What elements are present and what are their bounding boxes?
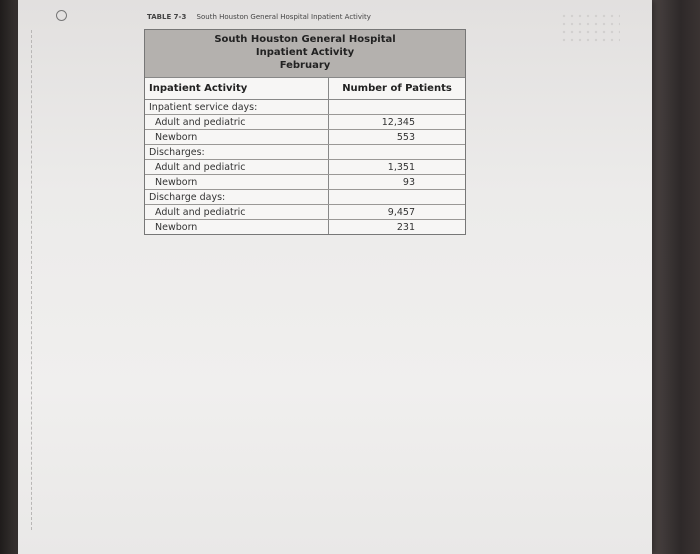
data-table [144, 29, 466, 235]
table-row [145, 190, 465, 205]
table-row [145, 115, 465, 130]
row-label: Adult and pediatric [145, 160, 329, 174]
row-label: Adult and pediatric [145, 115, 329, 129]
row-label: Newborn [145, 130, 329, 144]
row-label: Adult and pediatric [145, 205, 329, 219]
table-title [145, 30, 465, 78]
table-row [145, 220, 465, 234]
table-title-line: Inpatient Activity [255, 47, 355, 58]
row-value: 231 [396, 221, 415, 233]
table-row [145, 205, 465, 220]
row-value: 93 [402, 176, 415, 188]
table-header-row [145, 78, 465, 100]
table-row [145, 100, 465, 115]
row-value: 9,457 [387, 206, 415, 218]
table-row [145, 145, 465, 160]
table-row [145, 175, 465, 190]
row-value: 1,351 [387, 161, 415, 173]
table-body [145, 100, 465, 234]
row-value [329, 145, 465, 159]
table-title-line: South Houston General Hospital [214, 34, 396, 45]
background-right [652, 0, 700, 554]
section-label: Discharges: [145, 145, 329, 159]
table-row [145, 130, 465, 145]
row-value [329, 190, 465, 204]
row-label: Newborn [145, 220, 329, 234]
table-title-line: February [279, 60, 331, 71]
row-value [329, 100, 465, 114]
binder-ring-icon [56, 10, 67, 21]
column-header-patients: Number of Patients [342, 83, 452, 94]
background-left [0, 0, 20, 554]
table-caption-text: South Houston General Hospital Inpatient Activity [196, 13, 371, 21]
table-caption [147, 13, 371, 21]
page-margin-line [31, 30, 32, 530]
section-label: Inpatient service days: [145, 100, 329, 114]
row-label: Newborn [145, 175, 329, 189]
column-header-activity: Inpatient Activity [145, 78, 329, 99]
table-number: TABLE 7-3 [147, 13, 187, 21]
table-row [145, 160, 465, 175]
dot-pattern [560, 12, 620, 42]
section-label: Discharge days: [145, 190, 329, 204]
row-value: 12,345 [381, 116, 415, 128]
row-value: 553 [396, 131, 415, 143]
